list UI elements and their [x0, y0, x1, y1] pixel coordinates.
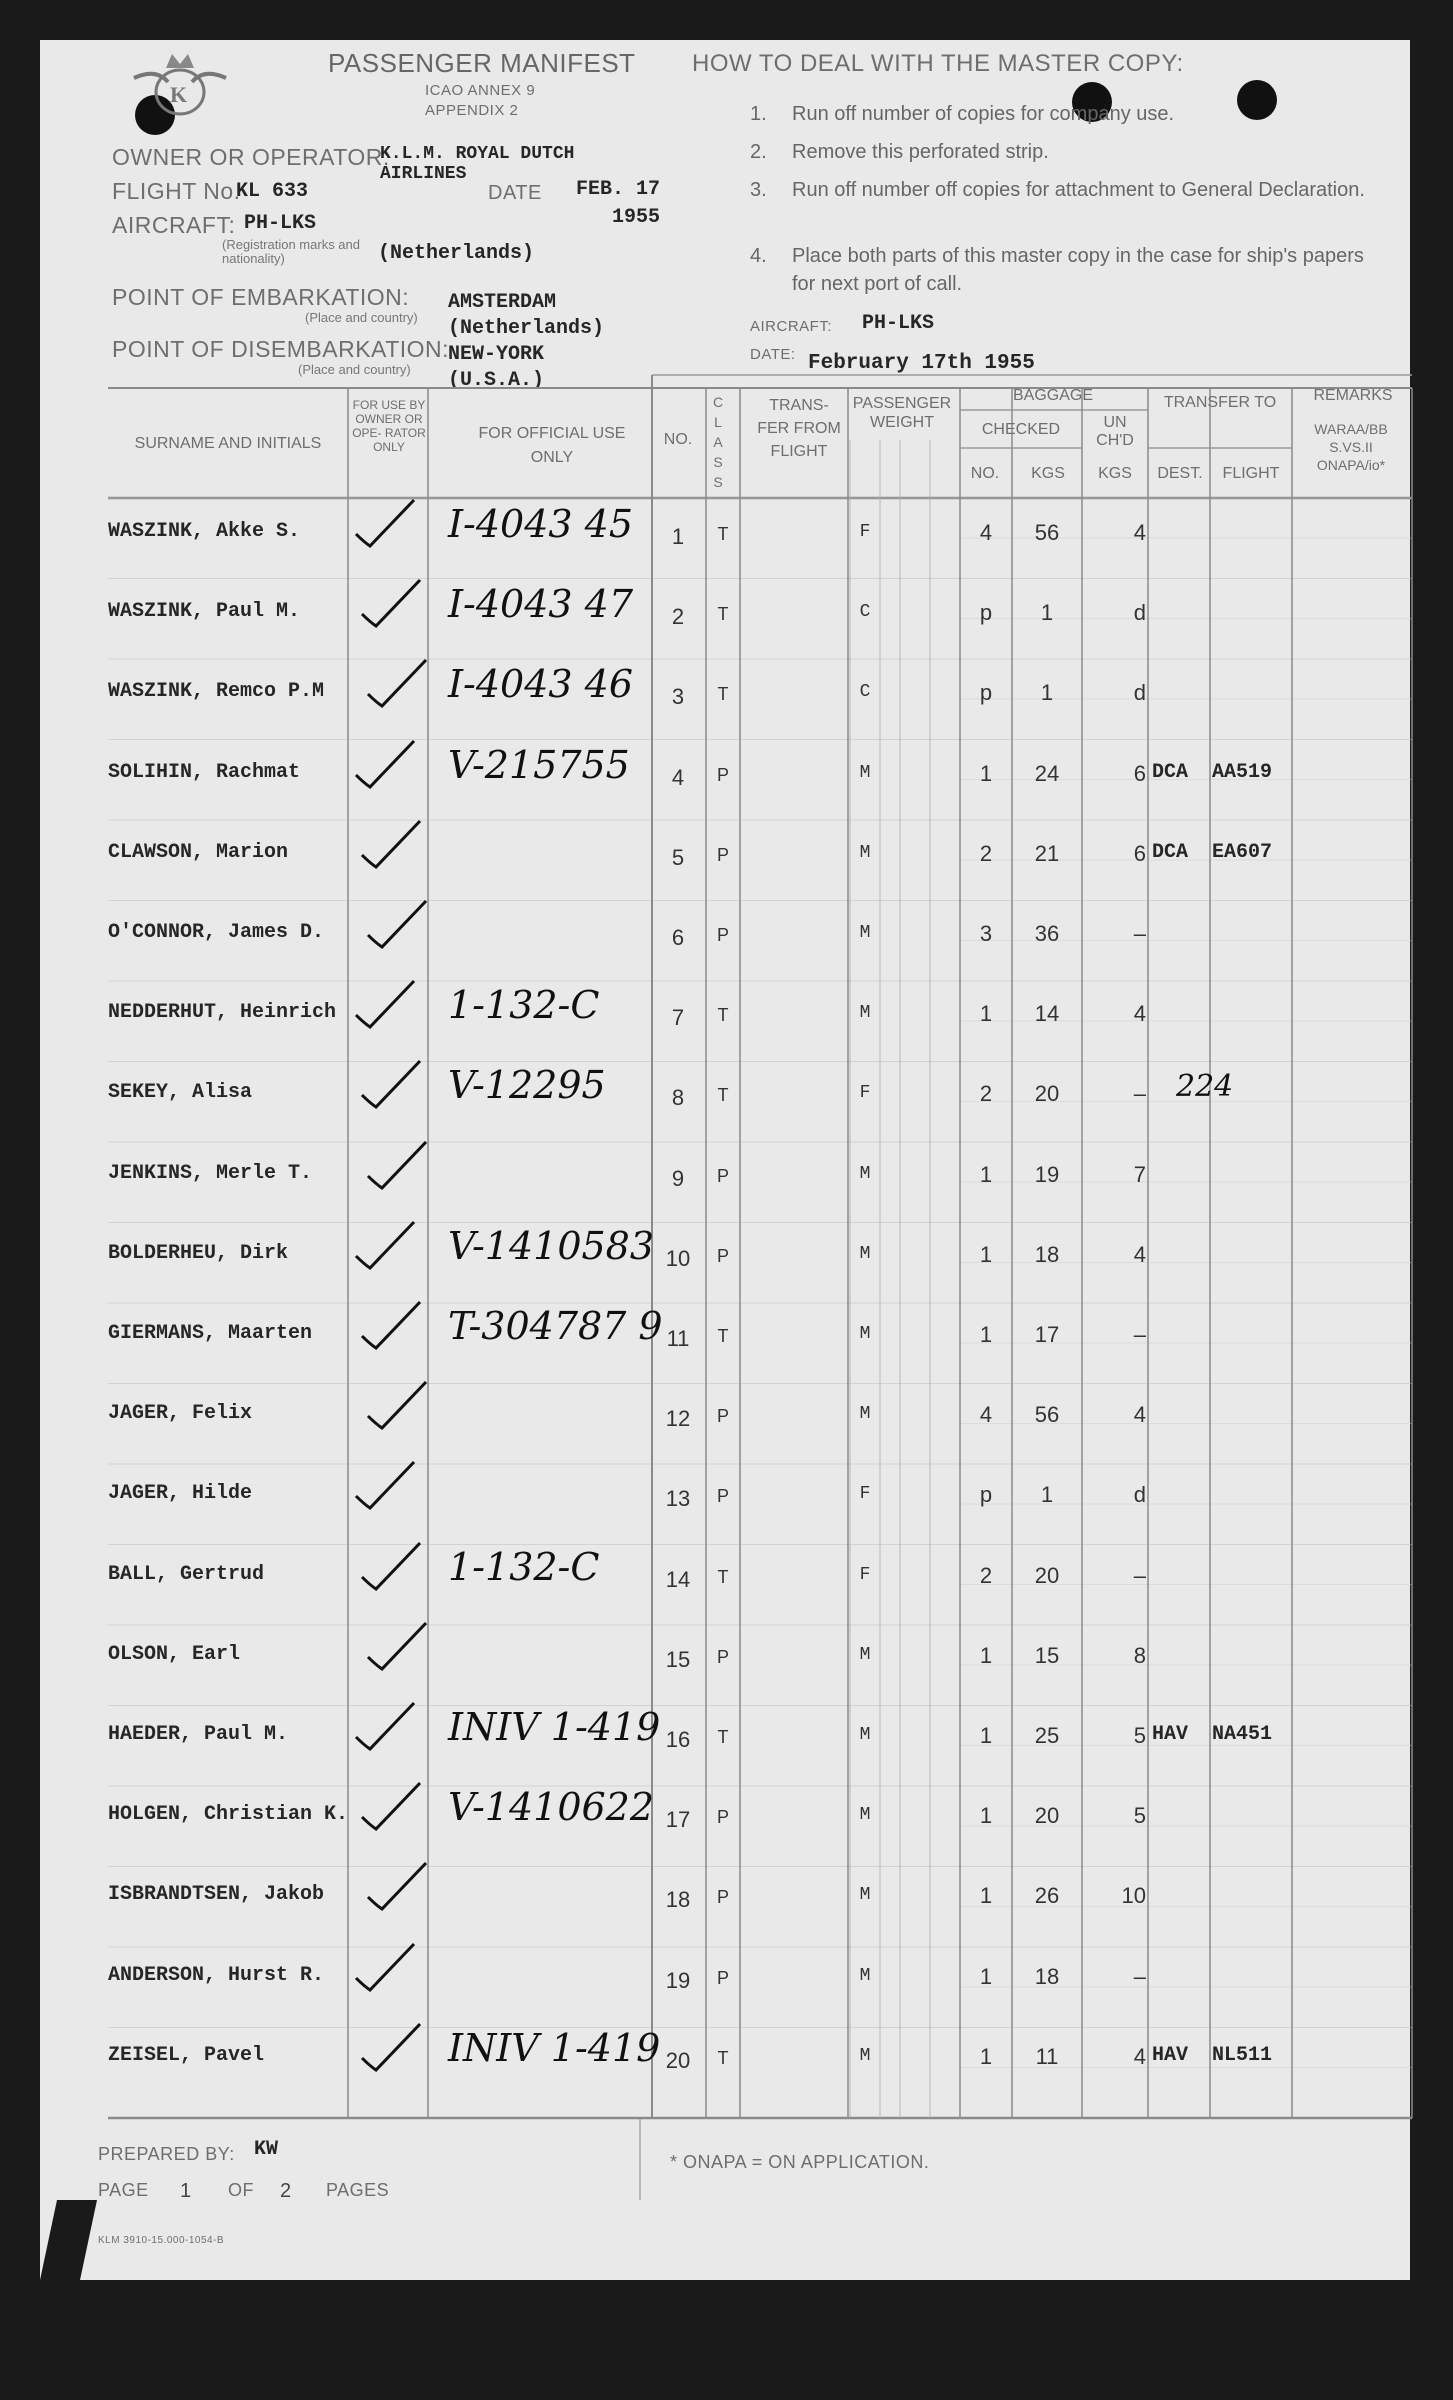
- bag-count: 1: [979, 2043, 993, 2069]
- bag-count: p: [979, 1482, 993, 1508]
- row-number: 17: [665, 1807, 691, 1833]
- passenger-name: JAGER, Felix: [108, 1402, 253, 1426]
- class-code: P: [716, 844, 729, 865]
- page-label: PAGE: [98, 2180, 149, 2200]
- bag-count: p: [979, 600, 993, 626]
- transfer-dest: DCA: [1152, 760, 1189, 784]
- transfer-flight: NA451: [1212, 1723, 1273, 1746]
- checkmark-icon: [358, 574, 428, 644]
- official-number: INIV 1-419: [448, 2025, 661, 2070]
- transfer-dest: DCA: [1152, 840, 1189, 864]
- weight-code: M: [859, 1324, 871, 1344]
- row-number: 13: [665, 1486, 691, 1512]
- class-code: P: [716, 1887, 729, 1908]
- row-number: 10: [665, 1245, 691, 1271]
- bag-kgs: 20: [1034, 1081, 1060, 1107]
- row-number: 11: [666, 1326, 690, 1351]
- bag-count: 1: [979, 1322, 993, 1347]
- checkmark-icon: [358, 1296, 428, 1366]
- bag-count: 2: [979, 840, 993, 866]
- bag-count: 1: [979, 760, 993, 786]
- class-code: P: [716, 1486, 729, 1507]
- embarkation-note: (Place and country): [305, 310, 418, 325]
- class-code: P: [716, 1406, 729, 1427]
- passenger-name: WASZINK, Paul M.: [108, 600, 301, 624]
- bag-count: 1: [979, 1642, 993, 1668]
- col-unchecked: UN CH'D: [1096, 414, 1134, 449]
- unchecked-kgs: 8: [1133, 1642, 1146, 1668]
- passenger-name: WASZINK, Akke S.: [108, 520, 301, 543]
- class-code: P: [716, 1165, 729, 1186]
- date-label: DATE: [488, 182, 542, 204]
- row-number: 9: [671, 1165, 685, 1191]
- of-label: OF: [228, 2180, 254, 2200]
- bag-count: 4: [979, 1402, 993, 1428]
- col-surname: SURNAME AND INITIALS: [134, 435, 322, 452]
- registration-value: (Netherlands): [378, 242, 535, 265]
- bag-count: 1: [979, 1723, 993, 1748]
- class-code: T: [717, 1566, 729, 1587]
- checkmark-icon: [358, 1055, 428, 1125]
- col-baggage: BAGGAGE: [1012, 387, 1094, 404]
- official-number: I-4043 47: [448, 582, 633, 627]
- weight-code: M: [859, 762, 871, 783]
- class-code: T: [717, 1005, 729, 1026]
- official-number: V-12295: [448, 1063, 606, 1108]
- master-copy-title: HOW TO DEAL WITH THE MASTER COPY:: [692, 50, 1184, 77]
- col-official-use: FOR OFFICIAL USE ONLY: [478, 425, 626, 466]
- col-transfer-from: TRANS- FER FROM FLIGHT: [757, 397, 841, 460]
- weight-code: F: [859, 1484, 871, 1505]
- icao-annex: ICAO ANNEX 9: [425, 82, 536, 99]
- aircraft-label: AIRCRAFT:: [112, 212, 236, 238]
- weight-code: F: [859, 1564, 871, 1585]
- weight-code: C: [859, 682, 871, 703]
- checkmark-icon: [364, 895, 434, 965]
- checkmark-icon: [352, 735, 422, 805]
- col-dest: DEST.: [1157, 465, 1203, 482]
- class-code: T: [717, 524, 729, 544]
- weight-code: F: [859, 1083, 871, 1104]
- col-no: NO.: [663, 431, 693, 448]
- col-transfer-to: TRANSFER TO: [1163, 394, 1277, 411]
- col-owner-use: FOR USE BY OWNER OR OPE- RATOR ONLY: [352, 398, 426, 454]
- weight-code: M: [859, 1404, 871, 1425]
- col-bag-kgs: KGS: [1031, 465, 1065, 482]
- row-number: 7: [671, 1005, 685, 1031]
- col-class: CLASS: [712, 394, 724, 490]
- row-number: 16: [665, 1727, 691, 1752]
- class-code: P: [716, 1245, 729, 1266]
- transfer-dest: HAV: [1152, 1723, 1189, 1746]
- remarks-value: 224: [1176, 1069, 1234, 1105]
- class-code: P: [716, 1807, 729, 1828]
- bag-kgs: 17: [1034, 1322, 1060, 1347]
- disembarkation-note: (Place and country): [298, 362, 411, 377]
- official-number: I-4043 45: [448, 502, 633, 546]
- weight-code: M: [859, 1725, 871, 1745]
- unchecked-kgs: 10: [1121, 1883, 1146, 1909]
- weight-code: M: [859, 1243, 871, 1264]
- weight-code: M: [859, 2045, 871, 2066]
- passenger-name: ZEISEL, Pavel: [108, 2043, 265, 2067]
- bag-count: 1: [979, 1963, 993, 1989]
- svg-text:K: K: [170, 82, 188, 107]
- bag-kgs: 36: [1034, 921, 1060, 946]
- official-number: V-1410622: [448, 1785, 655, 1830]
- class-code: T: [717, 2047, 729, 2068]
- official-number: V-215755: [448, 742, 630, 787]
- transfer-dest: HAV: [1152, 2043, 1189, 2067]
- bag-kgs: 15: [1034, 1642, 1060, 1668]
- checkmark-icon: [364, 1136, 434, 1206]
- instruction-2: 2. Remove this perforated strip.: [750, 141, 1049, 163]
- row-number: 19: [665, 1967, 691, 1993]
- bag-count: 2: [979, 1081, 993, 1107]
- checkmark-icon: [352, 1938, 422, 2008]
- passenger-name: HOLGEN, Christian K.: [108, 1803, 349, 1827]
- flight-label: FLIGHT No.: [112, 178, 241, 204]
- flight-value: KL 633: [236, 180, 309, 203]
- official-number: I-4043 46: [448, 662, 633, 707]
- official-number: INIV 1-419: [448, 1705, 661, 1749]
- embarkation-label: POINT OF EMBARKATION:: [112, 284, 410, 310]
- transfer-flight: EA607: [1212, 840, 1273, 864]
- row-number: 8: [671, 1085, 685, 1111]
- row-number: 14: [665, 1566, 691, 1592]
- class-code: T: [717, 604, 729, 625]
- checkmark-icon: [364, 654, 434, 724]
- col-unchd-kgs: KGS: [1098, 465, 1132, 482]
- row-number: 3: [671, 684, 685, 710]
- pages-label: PAGES: [326, 2180, 390, 2200]
- unchecked-kgs: 4: [1133, 1241, 1146, 1267]
- prepared-by-value: KW: [254, 2138, 279, 2161]
- col-flight: FLIGHT: [1222, 465, 1280, 482]
- right-date-label: DATE:: [750, 346, 796, 363]
- weight-code: M: [859, 1885, 871, 1906]
- bag-kgs: 26: [1034, 1883, 1060, 1909]
- print-code: KLM 3910-15.000-1054-B: [98, 2235, 225, 2246]
- checkmark-icon: [352, 494, 422, 564]
- checkmark-icon: [358, 1777, 428, 1847]
- bag-kgs: 19: [1034, 1161, 1060, 1187]
- checkmark-icon: [364, 1857, 434, 1927]
- bag-kgs: 11: [1035, 2043, 1059, 2069]
- unchecked-kgs: d: [1133, 600, 1146, 626]
- row-number: 5: [671, 844, 685, 870]
- class-code: T: [717, 684, 729, 705]
- unchecked-kgs: d: [1133, 1482, 1146, 1508]
- passenger-name: ISBRANDTSEN, Jakob: [108, 1883, 325, 1907]
- col-bag-no: NO.: [970, 465, 1000, 482]
- bag-count: 3: [979, 921, 993, 946]
- bag-count: 1: [979, 1241, 993, 1267]
- bag-kgs: 20: [1034, 1803, 1060, 1829]
- checkmark-icon: [358, 2018, 428, 2088]
- unchecked-kgs: –: [1133, 1322, 1146, 1347]
- registration-note: (Registration marks and nationality): [222, 237, 360, 266]
- bag-kgs: 18: [1034, 1963, 1060, 1989]
- passenger-name: HAEDER, Paul M.: [108, 1723, 289, 1746]
- unchecked-kgs: 7: [1133, 1161, 1146, 1187]
- passenger-name: BOLDERHEU, Dirk: [108, 1241, 289, 1265]
- bag-count: 1: [979, 1803, 993, 1829]
- row-number: 15: [665, 1646, 691, 1672]
- bag-kgs: 21: [1034, 840, 1060, 866]
- class-code: P: [716, 1646, 729, 1667]
- row-number: 1: [671, 524, 685, 549]
- class-code: P: [716, 1967, 729, 1988]
- passenger-name: WASZINK, Remco P.M: [108, 680, 325, 704]
- bag-kgs: 56: [1034, 1402, 1060, 1428]
- bag-count: 4: [979, 520, 993, 545]
- unchecked-kgs: 5: [1133, 1723, 1146, 1748]
- unchecked-kgs: 4: [1133, 1402, 1146, 1428]
- passenger-name: SOLIHIN, Rachmat: [108, 760, 301, 784]
- bag-kgs: 14: [1034, 1001, 1060, 1027]
- disembarkation-label: POINT OF DISEMBARKATION:: [112, 336, 450, 362]
- unchecked-kgs: –: [1133, 1562, 1146, 1588]
- bag-kgs: 1: [1040, 600, 1054, 626]
- official-number: T-304787 9: [448, 1304, 663, 1348]
- row-number: 2: [671, 604, 685, 630]
- weight-code: M: [859, 842, 871, 863]
- passenger-name: BALL, Gertrud: [108, 1562, 265, 1586]
- weight-code: M: [859, 1163, 871, 1184]
- checkmark-icon: [358, 815, 428, 885]
- checkmark-icon: [352, 975, 422, 1045]
- passenger-name: JENKINS, Merle T.: [108, 1161, 313, 1185]
- class-code: P: [716, 925, 729, 945]
- checkmark-icon: [358, 1537, 428, 1607]
- weight-code: M: [859, 1003, 871, 1024]
- aircraft-value: PH-LKS: [244, 212, 317, 235]
- page-total: 2: [280, 2180, 292, 2202]
- bag-kgs: 24: [1034, 760, 1060, 786]
- class-code: T: [717, 1326, 729, 1346]
- passenger-name: GIERMANS, Maarten: [108, 1322, 313, 1345]
- unchecked-kgs: d: [1133, 680, 1146, 706]
- bag-count: 1: [979, 1883, 993, 1909]
- row-number: 18: [665, 1887, 691, 1913]
- transfer-flight: NL511: [1212, 2043, 1273, 2067]
- manifest-title: PASSENGER MANIFEST: [328, 48, 636, 78]
- unchecked-kgs: 4: [1133, 2043, 1146, 2069]
- bag-kgs: 25: [1034, 1723, 1060, 1748]
- prepared-by-label: PREPARED BY:: [98, 2144, 235, 2164]
- instruction-4: 4. Place both parts of this master copy in the case for ship's papers for next port of call.: [750, 245, 1364, 295]
- unchecked-kgs: 6: [1133, 760, 1146, 786]
- right-date-value: February 17th 1955: [808, 352, 1035, 375]
- bag-kgs: 1: [1040, 680, 1054, 706]
- unchecked-kgs: 4: [1133, 520, 1146, 545]
- weight-code: M: [859, 1805, 871, 1826]
- page-number: 1: [180, 2180, 192, 2202]
- transfer-flight: AA519: [1212, 760, 1273, 784]
- weight-code: M: [859, 1965, 871, 1986]
- unchecked-kgs: –: [1133, 921, 1146, 946]
- official-number: 1-132-C: [448, 983, 600, 1028]
- col-remarks-sub: WARAA/BB S.VS.II ONAPA/io*: [1314, 421, 1388, 473]
- weight-code: M: [859, 923, 871, 943]
- unchecked-kgs: –: [1133, 1081, 1146, 1107]
- date-value: FEB. 17 1955: [575, 178, 660, 229]
- unchecked-kgs: 4: [1133, 1001, 1146, 1027]
- passenger-name: ANDERSON, Hurst R.: [108, 1963, 325, 1987]
- unchecked-kgs: –: [1133, 1963, 1146, 1989]
- checkmark-icon: [352, 1456, 422, 1526]
- checkmark-icon: [352, 1697, 422, 1767]
- col-checked: CHECKED: [981, 421, 1061, 438]
- owner-value: K.L.M. ROYAL DUTCH AIRLINES: [380, 144, 575, 184]
- checkmark-icon: [352, 1216, 422, 1286]
- official-number: V-1410583: [448, 1223, 655, 1268]
- bag-kgs: 20: [1034, 1562, 1060, 1588]
- checkmark-icon: [364, 1376, 434, 1446]
- embarkation-value: AMSTERDAM (Netherlands): [448, 291, 605, 340]
- col-passenger-weight: PASSENGER WEIGHT: [852, 395, 952, 431]
- checkmark-icon: [364, 1617, 434, 1687]
- bag-kgs: 56: [1034, 520, 1060, 545]
- passenger-name: JAGER, Hilde: [108, 1482, 253, 1506]
- onapa-note: * ONAPA = ON APPLICATION.: [670, 2152, 930, 2172]
- owner-label: OWNER OR OPERATOR:: [112, 144, 390, 170]
- right-aircraft-value: PH-LKS: [862, 312, 935, 335]
- row-number: 4: [671, 764, 685, 790]
- row-number: 6: [671, 925, 685, 950]
- passenger-name: NEDDERHUT, Heinrich: [108, 1001, 337, 1025]
- bag-count: 2: [979, 1562, 993, 1588]
- passenger-name: O'CONNOR, James D.: [108, 921, 325, 944]
- disembarkation-value: NEW-YORK (U.S.A.): [448, 343, 545, 392]
- bag-count: p: [979, 680, 993, 706]
- class-code: T: [717, 1727, 729, 1747]
- row-number: 20: [665, 2047, 691, 2073]
- bag-kgs: 1: [1040, 1482, 1054, 1508]
- bag-kgs: 18: [1034, 1241, 1060, 1267]
- passenger-name: SEKEY, Alisa: [108, 1081, 253, 1105]
- weight-code: M: [859, 1644, 871, 1665]
- unchecked-kgs: 5: [1133, 1803, 1146, 1829]
- row-number: 12: [665, 1406, 691, 1432]
- instruction-1: 1. Run off number of copies for company use.: [750, 103, 1175, 125]
- instruction-3: 3. Run off number off copies for attachment to General Declaration.: [750, 179, 1365, 201]
- weight-code: F: [859, 522, 871, 542]
- passenger-name: CLAWSON, Marion: [108, 840, 289, 864]
- official-number: 1-132-C: [448, 1544, 600, 1589]
- weight-code: C: [859, 602, 871, 623]
- appendix: APPENDIX 2: [425, 102, 519, 119]
- col-remarks: REMARKS: [1313, 387, 1393, 404]
- class-code: T: [717, 1085, 729, 1106]
- unchecked-kgs: 6: [1133, 840, 1146, 866]
- class-code: P: [716, 764, 729, 785]
- right-aircraft-label: AIRCRAFT:: [750, 318, 833, 335]
- passenger-name: OLSON, Earl: [108, 1642, 241, 1666]
- bag-count: 1: [979, 1161, 993, 1187]
- bag-count: 1: [979, 1001, 993, 1027]
